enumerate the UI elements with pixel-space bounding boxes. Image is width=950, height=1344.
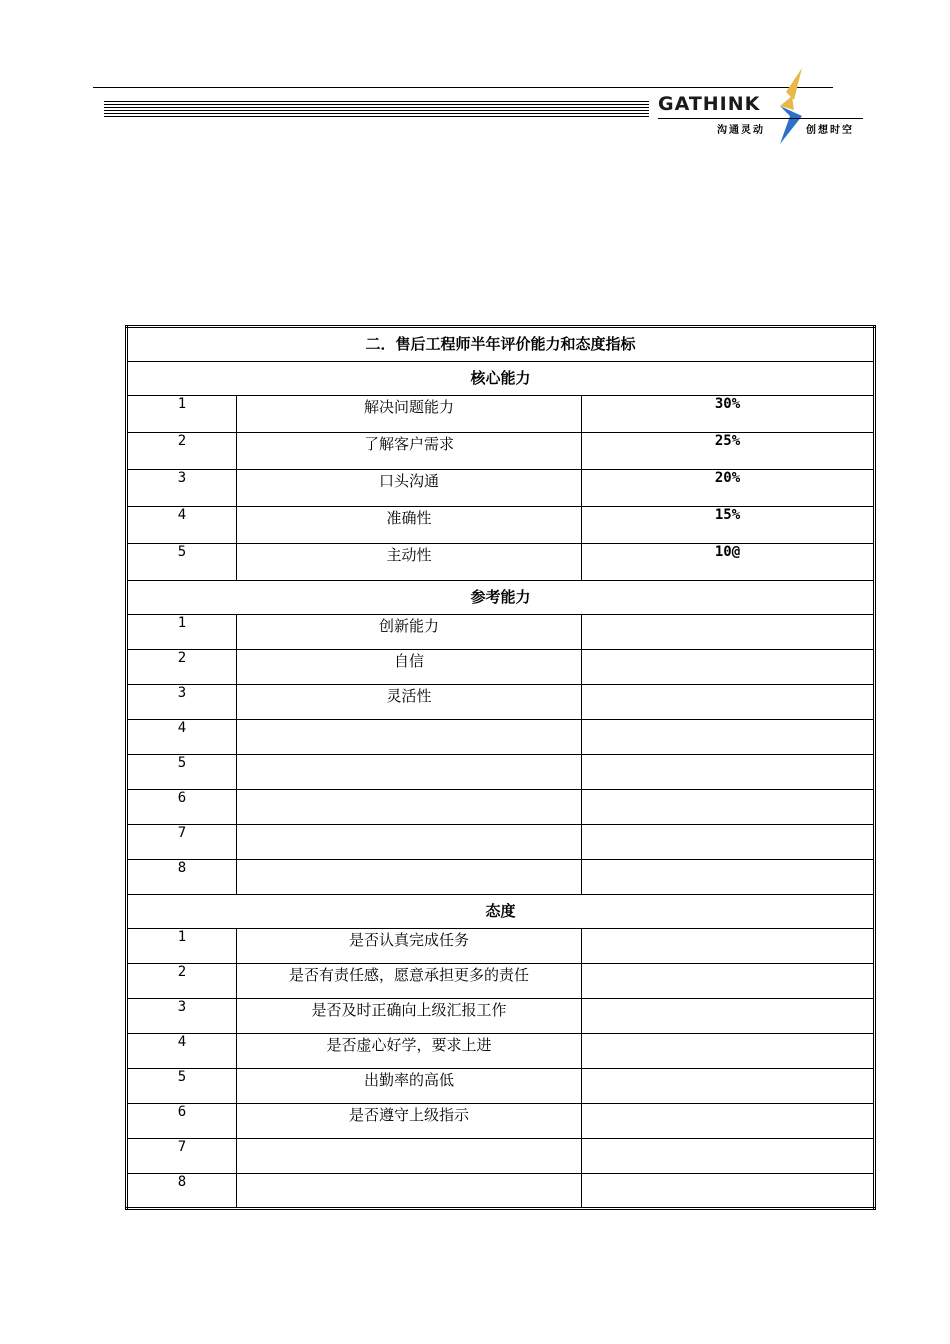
table-title-row xyxy=(127,327,875,362)
row-item: 了解客户需求 xyxy=(237,433,582,470)
row-number: 1 xyxy=(127,929,237,964)
row-weight xyxy=(582,685,875,720)
table-row xyxy=(127,929,875,964)
row-weight xyxy=(582,964,875,999)
table-row xyxy=(127,755,875,790)
section-heading-attitude: 态度 xyxy=(127,895,875,929)
row-weight xyxy=(582,650,875,685)
row-weight xyxy=(582,1034,875,1069)
evaluation-table xyxy=(125,325,876,1210)
row-item: 出勤率的高低 xyxy=(237,1069,582,1104)
row-number: 8 xyxy=(127,860,237,895)
row-weight: 10@ xyxy=(582,544,875,581)
logo-rule xyxy=(658,118,863,119)
table-row xyxy=(127,1104,875,1139)
table-row xyxy=(127,544,875,581)
row-number: 5 xyxy=(127,1069,237,1104)
table-row xyxy=(127,1069,875,1104)
row-number: 5 xyxy=(127,755,237,790)
table-row xyxy=(127,396,875,433)
row-weight xyxy=(582,999,875,1034)
row-item: 是否虚心好学，要求上进 xyxy=(237,1034,582,1069)
row-weight: 30% xyxy=(582,396,875,433)
row-weight xyxy=(582,790,875,825)
table-row xyxy=(127,790,875,825)
section-heading-reference: 参考能力 xyxy=(127,581,875,615)
table-title: 二．售后工程师半年评价能力和态度指标 xyxy=(127,327,875,362)
logo-slogan-right: 创想时空 xyxy=(806,125,854,136)
section-row-attitude xyxy=(127,895,875,929)
row-weight xyxy=(582,860,875,895)
logo-arrow-icon xyxy=(770,66,810,148)
table-row xyxy=(127,860,875,895)
table-row xyxy=(127,999,875,1034)
section-row-core xyxy=(127,362,875,396)
row-number: 2 xyxy=(127,964,237,999)
row-number: 4 xyxy=(127,1034,237,1069)
header-top-rule xyxy=(93,87,833,88)
table-row xyxy=(127,507,875,544)
table-row xyxy=(127,1034,875,1069)
table-row xyxy=(127,433,875,470)
row-item: 准确性 xyxy=(237,507,582,544)
row-weight xyxy=(582,755,875,790)
row-number: 4 xyxy=(127,507,237,544)
row-item: 解决问题能力 xyxy=(237,396,582,433)
logo-slogan-left: 沟通灵动 xyxy=(717,125,765,136)
header-stripes xyxy=(104,101,649,119)
row-item xyxy=(237,755,582,790)
section-row-reference xyxy=(127,581,875,615)
row-number: 2 xyxy=(127,433,237,470)
row-number: 6 xyxy=(127,1104,237,1139)
row-weight xyxy=(582,615,875,650)
row-item xyxy=(237,825,582,860)
row-number: 3 xyxy=(127,685,237,720)
row-item xyxy=(237,720,582,755)
row-number: 1 xyxy=(127,396,237,433)
row-number: 3 xyxy=(127,470,237,507)
row-item: 是否有责任感，愿意承担更多的责任 xyxy=(237,964,582,999)
row-weight: 15% xyxy=(582,507,875,544)
row-weight xyxy=(582,1069,875,1104)
row-item: 灵活性 xyxy=(237,685,582,720)
row-number: 8 xyxy=(127,1174,237,1209)
row-number: 4 xyxy=(127,720,237,755)
row-number: 1 xyxy=(127,615,237,650)
row-item: 是否遵守上级指示 xyxy=(237,1104,582,1139)
row-weight xyxy=(582,1104,875,1139)
table-row xyxy=(127,650,875,685)
row-weight: 25% xyxy=(582,433,875,470)
row-item: 自信 xyxy=(237,650,582,685)
row-weight xyxy=(582,1174,875,1209)
row-item: 主动性 xyxy=(237,544,582,581)
row-number: 7 xyxy=(127,825,237,860)
section-heading-core: 核心能力 xyxy=(127,362,875,396)
row-item xyxy=(237,1174,582,1209)
row-number: 6 xyxy=(127,790,237,825)
row-item xyxy=(237,790,582,825)
table-row xyxy=(127,685,875,720)
row-weight xyxy=(582,825,875,860)
row-number: 7 xyxy=(127,1139,237,1174)
table-row xyxy=(127,1174,875,1209)
table-row xyxy=(127,720,875,755)
row-weight: 20% xyxy=(582,470,875,507)
row-item xyxy=(237,860,582,895)
table-row xyxy=(127,964,875,999)
company-logo-text: GATHINK xyxy=(658,93,761,115)
row-item: 创新能力 xyxy=(237,615,582,650)
table-row xyxy=(127,615,875,650)
row-item xyxy=(237,1139,582,1174)
row-item: 是否认真完成任务 xyxy=(237,929,582,964)
row-number: 3 xyxy=(127,999,237,1034)
row-number: 5 xyxy=(127,544,237,581)
row-weight xyxy=(582,720,875,755)
table-row xyxy=(127,1139,875,1174)
table-row xyxy=(127,825,875,860)
row-weight xyxy=(582,929,875,964)
row-item: 是否及时正确向上级汇报工作 xyxy=(237,999,582,1034)
row-number: 2 xyxy=(127,650,237,685)
row-weight xyxy=(582,1139,875,1174)
row-item: 口头沟通 xyxy=(237,470,582,507)
table-row xyxy=(127,470,875,507)
